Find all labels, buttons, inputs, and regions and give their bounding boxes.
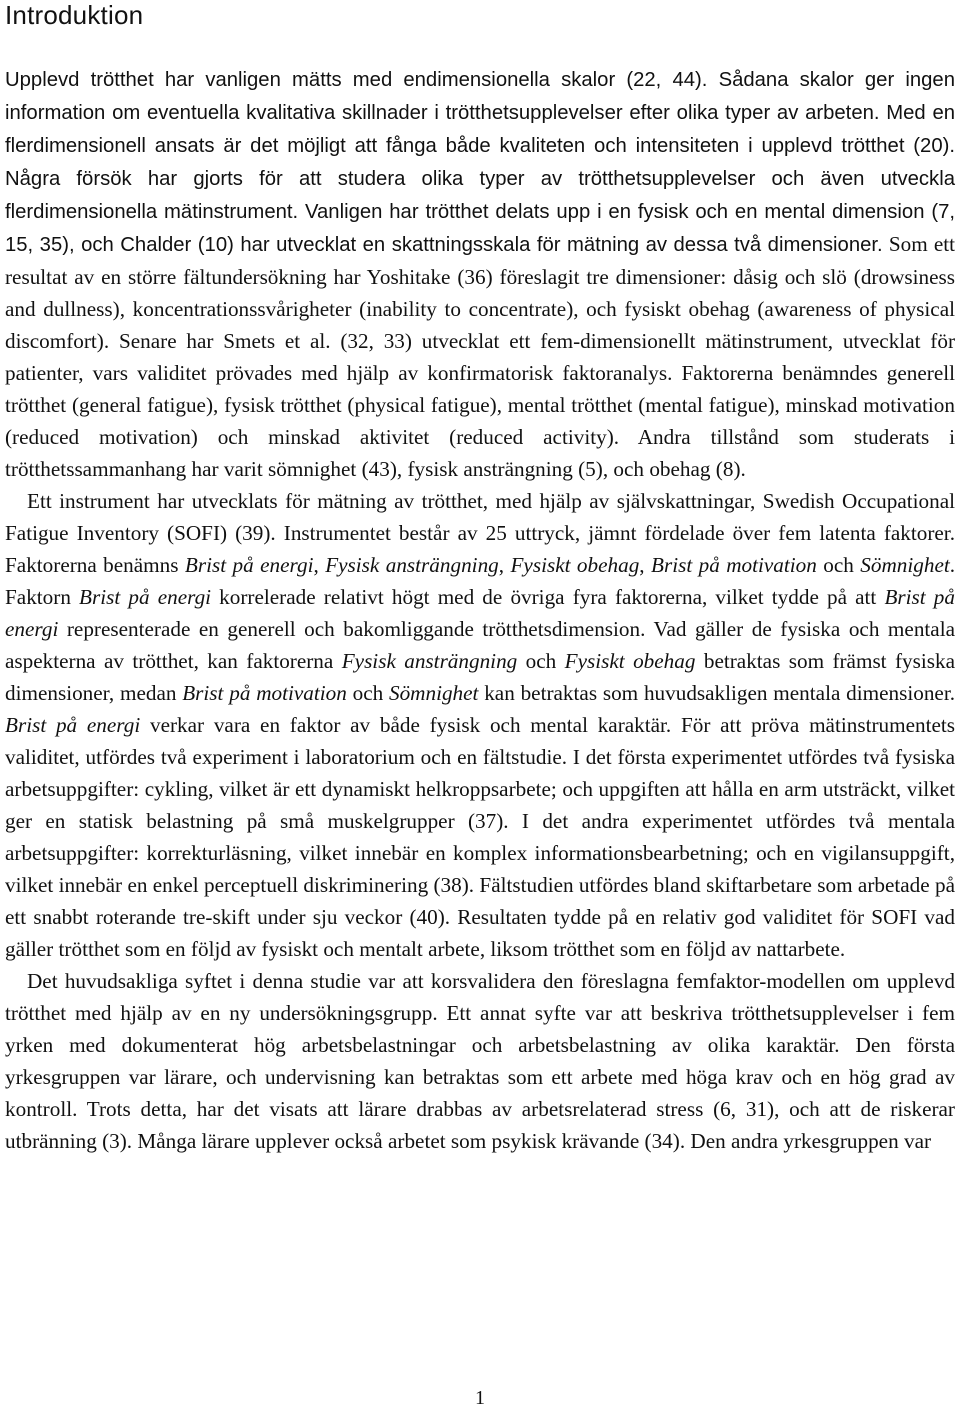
italic-term: Brist på motivation	[182, 681, 347, 705]
text-run: ,	[498, 553, 511, 577]
paragraph-1	[5, 63, 955, 485]
text-run: ,	[313, 553, 326, 577]
text-run: Ett instrument har utvecklats för mätning av trötthet, med hjälp av självskattningar, Swedish Occupational Fatigue Inventory (SOFI) (39). Instrumentet består av 25 uttryck, jämnt fördelade över fem latenta faktorer. Faktorerna benämns	[5, 489, 955, 577]
italic-term: Brist på energi	[5, 585, 955, 641]
text-run: betraktas som främst fysiska dimensioner, medan	[5, 649, 955, 705]
paragraph-1-sans-text: Upplevd trötthet har vanligen mätts med endimensionella skalor (22, 44). Sådana skalor ger ingen information om eventuella kvalitativa skillnader i trötthetsupplevelser efter olika typer av arbeten. Med en flerdimensionell ansats är det möjligt att fånga både kvaliteten och intensiteten i upplevd trötthet (20). Några försök har gjorts för att studera olika typer av trötthetsupplevelser och även utveckla flerdimensionella mätinstrument. Vanligen har trötthet delats upp i en fysisk och en mental dimension (7, 15, 35), och Chalder (10) har utvecklat en skattningsskala för mätning av dessa två dimensioner.	[5, 69, 955, 256]
text-run: . Faktorn	[5, 553, 956, 609]
text-run: och	[346, 681, 389, 705]
paragraph-2	[5, 485, 955, 965]
paragraph-3: Det huvudsakliga syftet i denna studie var att korsvalidera den föreslagna femfaktor-modellen om upplevd trötthet med hjälp av en ny undersökningsgrupp. Ett annat syfte var att beskriva trötthetsupplevelser i fem yrken med dokumenterat hög arbetsbelastningar och arbetsbelastning av olika karaktär. Den första yrkesgruppen var lärare, och undervisning kan betraktas som ett arbete med höga krav och en hög grad av kontroll. Trots detta, har det visats att lärare drabbas av arbetsrelaterad stress (6, 31), och att de riskerar utbränning (3). Många lärare upplever också arbetet som psykisk krävande (34). Den andra yrkesgruppen var	[5, 969, 955, 1153]
italic-term: Fysisk ansträngning	[341, 649, 518, 673]
text-run: och	[816, 553, 861, 577]
italic-term: Brist på energi	[5, 713, 141, 737]
text-run: och	[517, 649, 565, 673]
italic-term: Brist på motivation	[651, 553, 817, 577]
italic-term: Brist på energi	[184, 553, 314, 577]
document-page	[5, 0, 955, 1157]
text-run: korrelerade relativt högt med de övriga fyra faktorerna, vilket tydde på att	[211, 585, 885, 609]
text-run: kan betraktas som huvudsakligen mentala dimensioner.	[478, 681, 956, 705]
text-run: verkar vara en faktor av både fysisk och mental karaktär. För att pröva mätinstrumentets validitet, utfördes två experiment i laboratorium och en fältstudie. I det första experimentet utfördes två fysiska arbetsuppgifter: cykling, vilket är ett dynamiskt helkroppsarbete; och uppgiften att hålla en arm utsträckt, vilket ger en statisk belastning på små muskelgrupper (37). I det andra experimentet utfördes två mentala arbetsuppgifter: korrekturläsning, vilket innebär en komplex informationsbearbetning; och en vigilansuppgift, vilket innebär en enkel perceptuell diskriminering (38). Fältstudien utfördes bland skiftarbetare som arbetade på ett snabbt roterande tre-skift under sju veckor (40). Resultaten tydde på en relativ god validitet för SOFI vad gäller trötthet som en följd av fysiskt och mentalt arbete, liksom trötthet som en följd av nattarbete.	[5, 713, 955, 961]
page-number: 1	[475, 1387, 485, 1409]
italic-term: Fysiskt obehag	[564, 649, 696, 673]
italic-term: Fysisk ansträngning	[325, 553, 499, 577]
text-run: ,	[639, 553, 652, 577]
italic-term: Sömnighet	[388, 681, 479, 705]
text-run: representerade en generell och bakomliggande trötthetsdimension. Vad gäller de fysiska och mentala aspekterna av trötthet, kan faktorerna	[5, 617, 955, 673]
italic-term: Fysiskt obehag	[510, 553, 640, 577]
italic-term: Brist på energi	[79, 585, 212, 609]
section-heading: Introduktion	[5, 0, 144, 30]
paragraph-1-serif-text: Som ett resultat av en större fältundersökning har Yoshitake (36) föreslagit tre dimensioner: dåsig och slö (drowsiness and dullness), koncentrationssvårigheter (inability to concentrate), och fysiskt obehag (awareness of physical discomfort). Senare har Smets et al. (32, 33) utvecklat ett fem-dimensionellt mätinstrument, utvecklat för patienter, vars validitet prövades med hjälp av konfirmatorisk faktoranalys. Faktorerna benämndes generell trötthet (general fatigue), fysisk trötthet (physical fatigue), mental trötthet (mental fatigue), minskad motivation (reduced motivation) och minskad aktivitet (reduced activity). Andra tillstånd som studerats i trötthetssammanhang har varit sömnighet (43), fysisk ansträngning (5), och obehag (8).	[5, 232, 955, 481]
italic-term: Sömnighet	[860, 553, 950, 577]
